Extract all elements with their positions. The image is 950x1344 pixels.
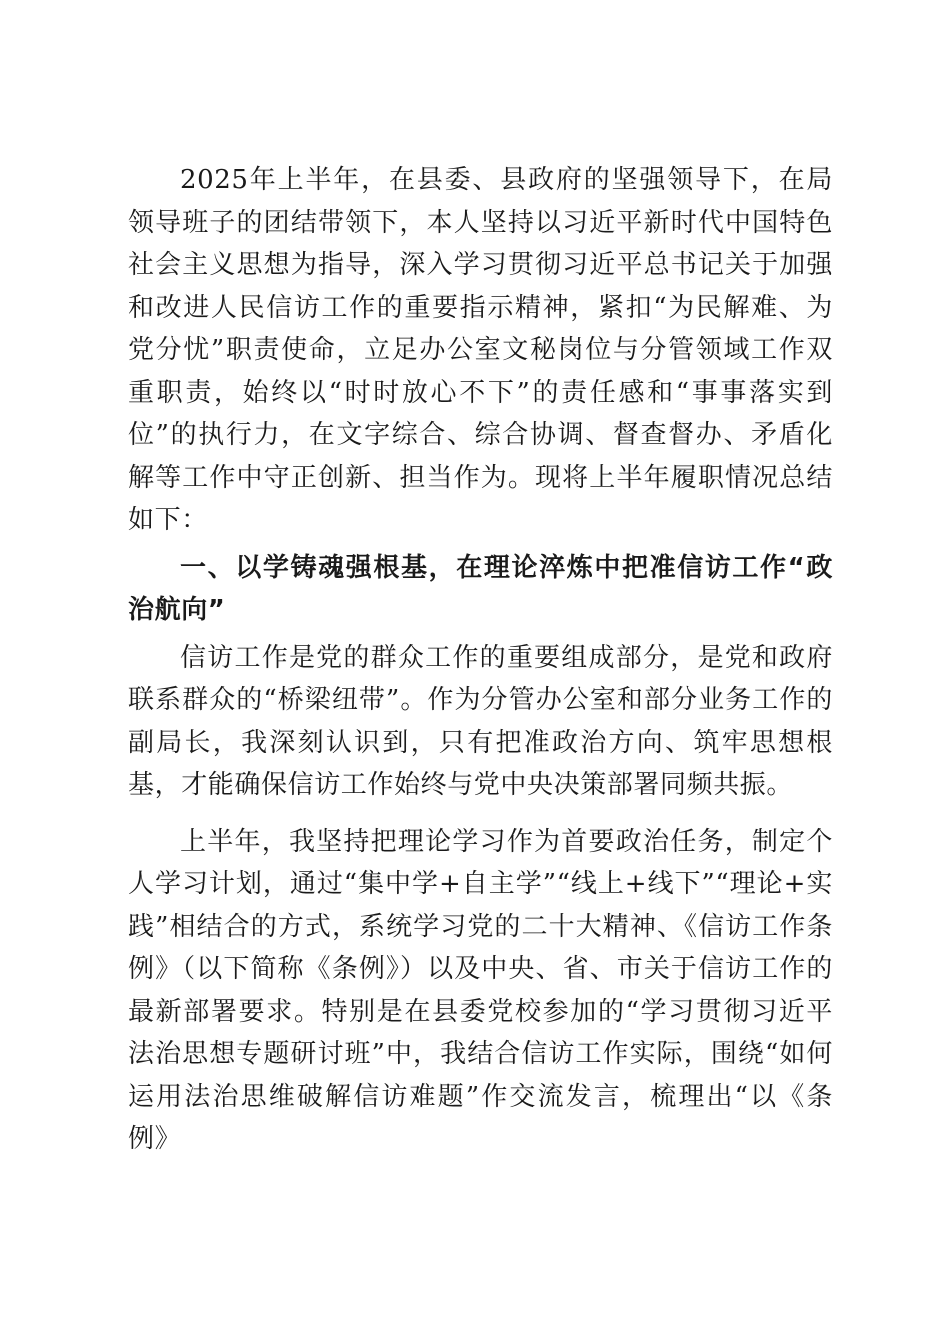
body-paragraph: 信访工作是党的群众工作的重要组成部分，是党和政府联系群众的“桥梁纽带”。作为分管办公室和部分业务工作的副局长，我深刻认识到，只有把准政治方向、筑牢思想根基，才能确保信访工作始终与党中央决策部署同频共振。 (128, 642, 833, 800)
intro-paragraph: 2025年上半年，在县委、县政府的坚强领导下，在局领导班子的团结带领下，本人坚持以习近平新时代中国特色社会主义思想为指导，深入学习贯彻习近平总书记关于加强和改进人民信访工作的重要指示精神，紧扣“为民解难、为党分忧”职责使命，立足办公室文秘岗位与分管领域工作双重职责，始终以“时时放心不下”的责任感和“事事落实到位”的执行力，在文字综合、综合协调、督查督办、矛盾化解等工作中守正创新、担当作为。现将上半年履职情况总结如下： (128, 165, 833, 535)
document-body (128, 159, 833, 1161)
body-paragraph: 上半年，我坚持把理论学习作为首要政治任务，制定个人学习计划，通过“集中学+自主学”“线上+线下”“理论+实践”相结合的方式，系统学习党的二十大精神、《信访工作条例》（以下简称《条例》）以及中央、省、市关于信访工作的最新部署要求。特别是在县委党校参加的“学习贯彻习近平法治思想专题研讨班”中，我结合信访工作实际，围绕“如何运用法治思维破解信访难题”作交流发言，梳理出“以《条例》 (128, 826, 833, 1154)
section-heading: 一、以学铸魂强根基，在理论淬炼中把准信访工作“政治航向” (128, 552, 833, 625)
